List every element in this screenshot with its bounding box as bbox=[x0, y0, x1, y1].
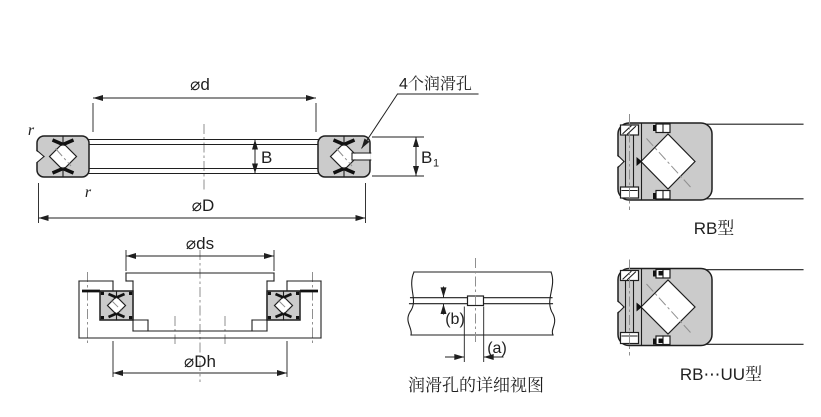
dim-b-label: (b) bbox=[445, 311, 465, 328]
rb-type-label: RB型 bbox=[693, 219, 735, 238]
chamfer-label-bottom: r bbox=[84, 184, 92, 201]
dim-bore-label: ⌀d bbox=[190, 75, 210, 94]
main-section-view bbox=[28, 75, 478, 223]
mount-right-bearing bbox=[267, 291, 300, 320]
dim-width1-subscript: 1 bbox=[433, 157, 440, 170]
left-ring-section bbox=[36, 136, 90, 177]
dim-b bbox=[444, 287, 465, 329]
dim-width-b1 bbox=[372, 137, 439, 176]
rbuu-seal-top bbox=[659, 271, 664, 276]
dim-outer-label: ⌀D bbox=[191, 196, 215, 215]
dim-a-label: (a) bbox=[487, 340, 507, 357]
dim-housing-label: ⌀Dh bbox=[184, 352, 216, 371]
rbuu-seal-bottom bbox=[659, 339, 664, 344]
dim-shaft-label: ⌀ds bbox=[185, 234, 215, 253]
right-ring-section bbox=[318, 136, 371, 177]
dim-width-label: B bbox=[261, 148, 273, 167]
mount-left-bearing bbox=[100, 291, 133, 320]
lube-holes-note: 4个润滑孔 bbox=[399, 76, 472, 93]
lube-hole bbox=[352, 153, 371, 160]
chamfer-label-top: r bbox=[27, 122, 35, 139]
detail-caption: 润滑孔的详细视图 bbox=[408, 376, 544, 395]
rbuu-type-view bbox=[617, 260, 804, 385]
dim-bore bbox=[93, 75, 316, 132]
dim-width1-label: B bbox=[421, 148, 433, 167]
lube-hole-detail-view bbox=[408, 258, 555, 395]
rb-type-view bbox=[617, 114, 804, 238]
lube-holes-callout bbox=[362, 75, 479, 149]
mounting-view bbox=[79, 234, 321, 382]
rbuu-type-label: RB⋯UU型 bbox=[679, 365, 763, 384]
